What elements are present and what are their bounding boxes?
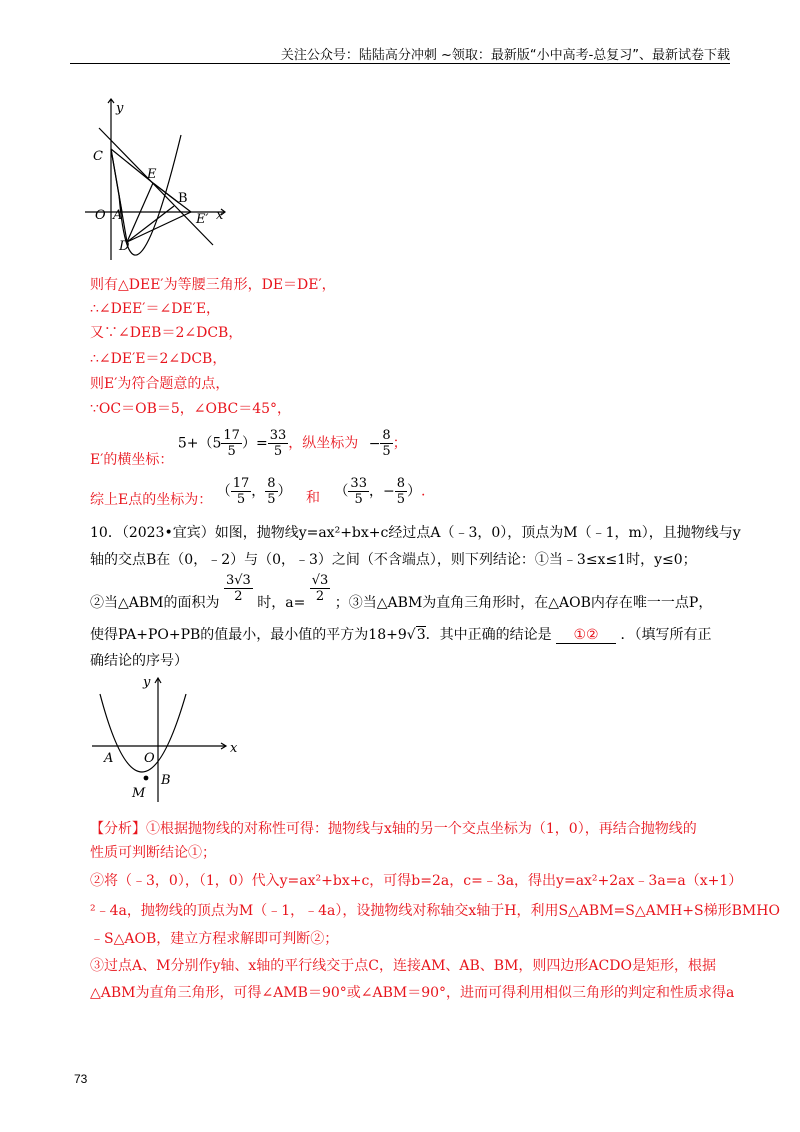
ordinate-label: ，纵坐标为: [288, 435, 359, 452]
label-e-prime: E′: [196, 212, 209, 227]
page-number: 73: [74, 1072, 88, 1086]
question-10-line-2: 轴的交点B在（0，﹣2）与（0，﹣3）之间（不含端点），则下列结论：①当﹣3≤x≤1时，y≤0；: [90, 552, 697, 568]
vertex-point: [144, 776, 149, 781]
analysis-line-4: ²﹣4a，抛物线的顶点为M（﹣1，﹣4a），设抛物线对称轴交x轴于H，利用S△ABM=S△AMH+S梯形BMHO: [90, 903, 780, 919]
header-rule: [70, 63, 730, 64]
figure-parabola-1: [85, 95, 230, 260]
question-10-line-5: 确结论的序号）: [90, 653, 188, 669]
label-a: A: [104, 751, 114, 766]
radical-3: 3: [416, 627, 426, 643]
conclusion-end: .: [420, 483, 426, 500]
solution-line-5: 则E′为符合题意的点，: [90, 376, 230, 392]
fraction-17-5: $\frac{17}{5}$: [223, 428, 240, 459]
label-o: O: [144, 751, 155, 766]
page-header: 关注公众号：陆陆高分冲刺 ~领取：最新版“小中高考-总复习”、最新试卷下载: [280, 48, 730, 63]
analysis-line-6: ③过点A、M分别作y轴、x轴的平行线交于点C，连接AM、AB、BM，则四边形ACDO是矩形，根据: [90, 958, 716, 974]
abscissa-expr-end: ）=: [241, 435, 268, 452]
label-c: C: [93, 149, 103, 164]
label-a: A: [113, 208, 123, 223]
analysis-line-7: △ABM为直角三角形，可得∠AMB＝90°或∠ABM＝90°，进而可得利用相似三角形的判定和性质求得a: [90, 985, 735, 1001]
seg-cd: [111, 149, 127, 242]
label-b: B: [161, 773, 171, 788]
question-10-line-4: 使得PA+PO+PB的值最小，最小值的平方为18+9√3．其中正确的结论是 ①② ．（填写所有正: [90, 627, 712, 643]
label-x: x: [230, 741, 238, 756]
fraction-33-5: $\frac{33}{5}$: [269, 428, 287, 459]
coord1-y: $\frac{8}{5}$: [267, 476, 276, 507]
coord2-y: $\frac{8}{5}$: [396, 476, 405, 507]
seg-de-prime: [127, 212, 191, 242]
line-cb: [99, 128, 213, 245]
parabola-curve: [119, 135, 181, 255]
coord1-x: $\frac{17}{5}$: [232, 476, 250, 507]
label-o: O: [95, 208, 106, 223]
conclusion-and: 和: [305, 489, 320, 506]
coord2-x: $\frac{33}{5}$: [350, 476, 367, 507]
solution-line-3: 又∵∠DEB＝2∠DCB，: [90, 325, 243, 341]
fraction-neg-8-5: $\frac{8}{5}$: [382, 428, 391, 459]
seg-eb: [153, 183, 179, 203]
label-d: D: [119, 239, 130, 254]
fraction-3root3-2: $\frac{3√3}{2}$: [225, 573, 251, 604]
figure-parabola-2: [88, 670, 248, 810]
analysis-line-1: 【分析】①根据抛物线的对称性可得：抛物线与x轴的另一个交点坐标为（1，0），再结合抛物线的: [90, 821, 697, 837]
label-y: y: [116, 101, 124, 116]
solution-line-1: 则有△DEE′为等腰三角形，DE＝DE′，: [90, 277, 336, 293]
label-y: y: [143, 675, 151, 690]
solution-line-8: 综上E点的坐标为： （ $\frac{17}{5}$ ， $\frac{8}{5}$ ） 和 （ $\frac{33}{5}$ ，− $\frac{8}{5}$ ）.: [90, 476, 426, 508]
ordinate-end: ；: [392, 435, 407, 452]
abscissa-label: E′的横坐标：: [90, 451, 174, 468]
question-10-line-3: ②当△ABM的面积为 $\frac{3√3}{2}$ 时，a= $\frac{√3}{2}$ ；③当△ABM为直角三角形时，在△AOB内存在唯一一点P，: [90, 573, 713, 611]
answer-blank: ①②: [556, 627, 616, 644]
solution-line-7: E′的横坐标： 5+（5 $\frac{17}{5}$ ）= $\frac{33}{5}$ ，纵坐标为 − $\frac{8}{5}$ ；: [90, 428, 407, 468]
analysis-line-5: ﹣S△AOB，建立方程求解即可判断②；: [90, 931, 339, 947]
label-x: x: [216, 208, 224, 223]
fraction-root3-2: $\frac{√3}{2}$: [311, 573, 329, 604]
solution-line-6: ∵OC＝OB＝5，∠OBC＝45°，: [90, 401, 292, 417]
label-b: B: [178, 191, 188, 206]
solution-line-4: ∴∠DE′E＝2∠DCB，: [90, 351, 227, 367]
analysis-line-2: 性质可判断结论①；: [90, 845, 216, 861]
label-e: E: [147, 167, 157, 182]
question-10-line-1: 10．（2023•宜宾）如图，抛物线y=ax²+bx+c经过点A（﹣3，0），顶点为M（﹣1，m），且抛物线与y: [90, 525, 741, 541]
solution-line-2: ∴∠DEE′＝∠DE′E，: [90, 301, 221, 317]
analysis-line-3: ②将（﹣3，0），（1，0）代入y=ax²+bx+c，可得b=2a，c=﹣3a，得出y=ax²+2ax﹣3a=a（x+1）: [90, 873, 743, 889]
abscissa-expr-start: 5+（5: [177, 435, 222, 452]
label-m: M: [132, 786, 146, 801]
conclusion-label: 综上E点的坐标为：: [90, 491, 213, 508]
